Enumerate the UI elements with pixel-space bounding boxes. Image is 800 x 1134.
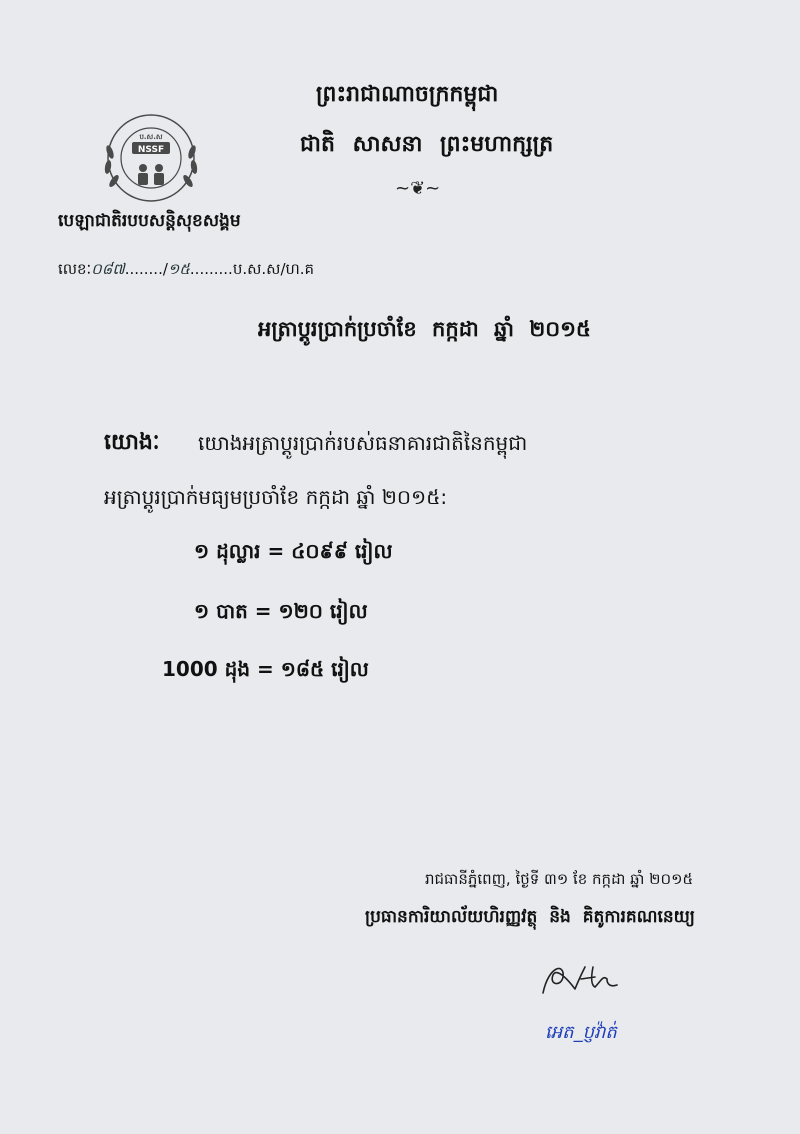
reference-separator: /: [162, 260, 168, 278]
ornament-divider: ~❦~: [395, 178, 441, 199]
seal-acronym: NSSF: [137, 145, 165, 155]
reference-number-handwritten: ០៨៧: [91, 260, 125, 278]
rate-vnd: 1000 ដុង = ១៨៥ រៀល: [162, 657, 369, 681]
reference-number-line: លេខៈ០៨៧......../១៥.........ប.ស.ស/ហ.គ: [58, 260, 315, 278]
seal-abbreviation: ប.ស.ស: [139, 133, 163, 141]
reference-year-handwritten: ១៥: [167, 260, 190, 278]
organization-name: បេឡាជាតិរបបសន្តិសុខសង្គម: [58, 211, 241, 231]
reference-suffix: ប.ស.ស/ហ.គ: [232, 260, 315, 278]
kingdom-heading: ព្រះរាជាណាចក្រកម្ពុជា: [316, 82, 499, 107]
date-place-line: រាជធានីភ្នំពេញ, ថ្ងៃទី ៣១ ខែ កក្កដា ឆ្នាំ ២០១៥: [425, 870, 694, 888]
document-title: អត្រាប្តូរប្រាក់ប្រចាំខែ កក្កដា ឆ្នាំ ២០១៥: [258, 317, 591, 341]
signer-name: អេត_ប្ញវ៉ាត់: [545, 1022, 617, 1043]
signer-position: ប្រធានការិយាល័យហិរញ្ញវត្ថុ និង គិតូការគណនេយ្យ: [365, 907, 695, 927]
reference-label: លេខៈ: [58, 260, 92, 278]
rate-usd: ១ ដុល្លារ = ៤០៩៩ រៀល: [194, 539, 393, 563]
nssf-seal-logo: [96, 112, 206, 204]
handwritten-signature: [535, 955, 625, 1005]
rate-intro: អត្រាប្តូរប្រាក់មធ្យមប្រចាំខែ កក្កដា ឆ្នាំ ២០១៥:: [104, 485, 448, 509]
rate-thb: ១ បាត = ១២០ រៀល: [194, 599, 368, 623]
national-motto: ជាតិ សាសនា ព្រះមហាក្សត្រ: [300, 132, 554, 157]
reference-heading: យោងៈ: [104, 430, 160, 455]
reference-text: យោងអត្រាប្តូរប្រាក់របស់ធនាគារជាតិនៃកម្ពុជា: [198, 431, 528, 455]
